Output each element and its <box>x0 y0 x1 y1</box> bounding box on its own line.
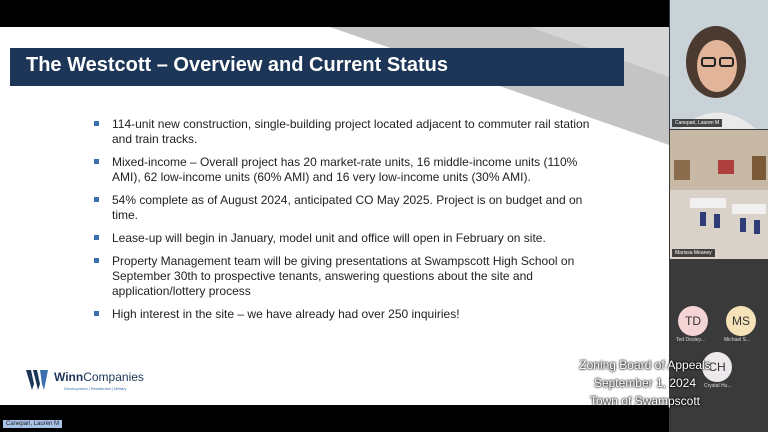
slide-title-bar <box>10 48 624 86</box>
bullet-item: 114-unit new construction, single-building project located adjacent to commuter rail station and train tracks. <box>94 117 594 147</box>
participant-name-tag: Marissa Meaney <box>672 249 715 257</box>
bullet-icon <box>94 121 99 126</box>
bullet-icon <box>94 311 99 316</box>
bullet-icon <box>94 235 99 240</box>
logo-name: WinnCompanies <box>54 370 144 384</box>
participant-label: Crystal Hu... <box>704 383 732 389</box>
bullet-item: High interest in the site – we have already had over 250 inquiries! <box>94 307 594 322</box>
company-logo <box>26 370 144 390</box>
presentation-slide <box>0 27 669 405</box>
slide-title: The Westcott – Overview and Current Status <box>26 54 448 76</box>
avatar-initials: TD <box>685 314 701 328</box>
caption-line: Zoning Board of Appeals <box>579 358 711 372</box>
participant-name-tag: Canepari, Lauren M <box>672 119 722 127</box>
bullet-icon <box>94 197 99 202</box>
bullet-item: Lease-up will begin in January, model unit and office will open in February on site. <box>94 231 594 246</box>
bullet-icon <box>94 258 99 263</box>
video-tile[interactable] <box>670 130 768 259</box>
meeting-caption <box>570 356 720 410</box>
caption-line: Town of Swampscott <box>589 394 701 408</box>
bullet-list <box>94 117 594 330</box>
active-speaker-tag: Canepari, Lauren M <box>3 420 62 428</box>
room-video-icon <box>670 130 768 259</box>
video-tile[interactable] <box>670 0 768 129</box>
bullet-item: Mixed-income – Overall project has 20 market-rate units, 16 middle-income units (110% AMI), 62 low-income units (60% AMI) and 16 very low-income units (30% AMI). <box>94 155 594 185</box>
participant-avatar[interactable] <box>726 306 756 336</box>
bullet-item: Property Management team will be giving presentations at Swampscott High School on September 30th to prospective tenants, answering questions about the site and application/lottery process <box>94 254 594 299</box>
bullet-icon <box>94 159 99 164</box>
participant-avatar[interactable] <box>678 306 708 336</box>
participant-label: Michael S... <box>724 337 751 343</box>
winn-logo-icon <box>26 370 48 390</box>
caption-line: September 1, 2024 <box>593 376 697 390</box>
avatar-initials: MS <box>732 314 750 328</box>
bullet-item: 54% complete as of August 2024, anticipated CO May 2025. Project is on budget and on time. <box>94 193 594 223</box>
avatar-initials: CH <box>708 360 726 374</box>
person-video-icon <box>670 0 768 129</box>
logo-tagline: Development | Residential | Military <box>64 386 127 391</box>
participant-label: Ted Dooley... <box>676 337 705 343</box>
